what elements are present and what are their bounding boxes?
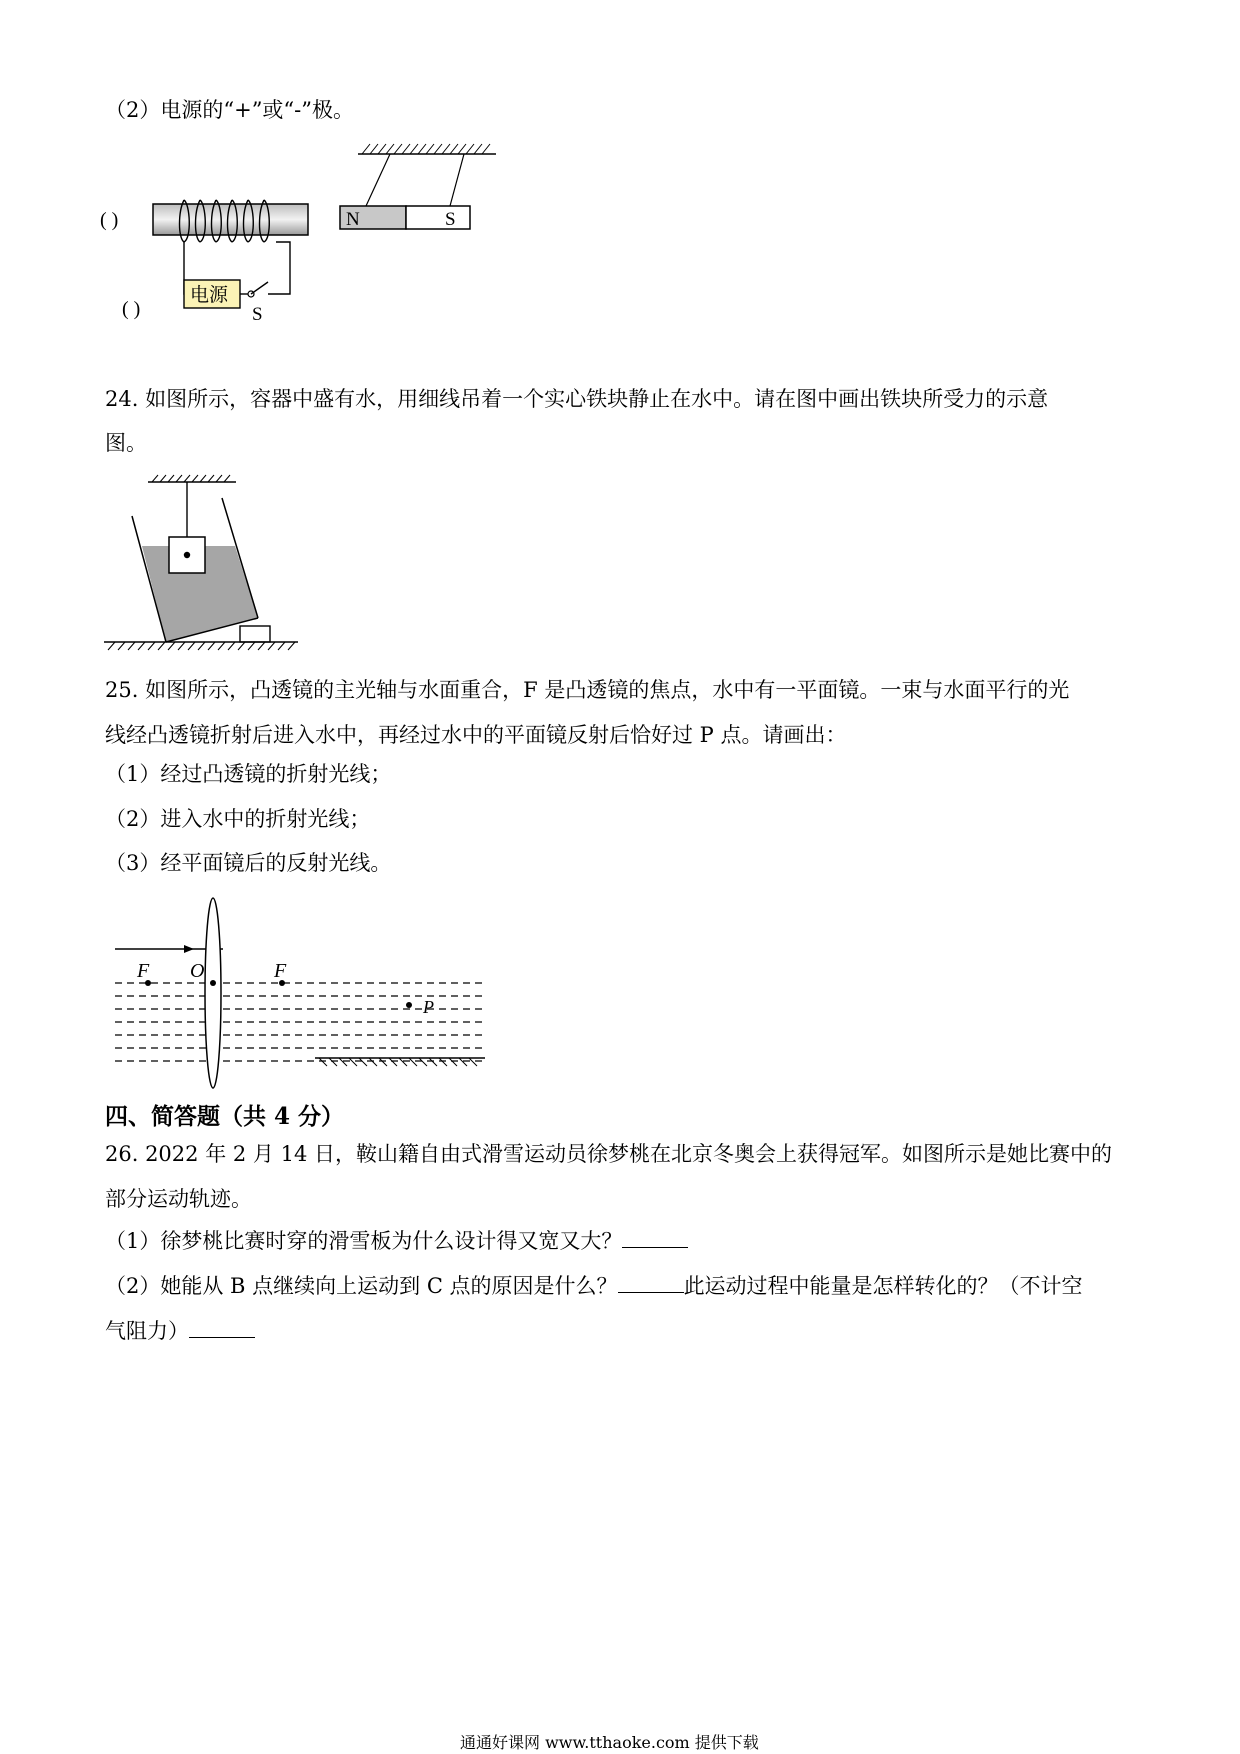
section-4-heading: 四、简答题（共 4 分）	[105, 1103, 345, 1130]
iron-core	[153, 204, 308, 235]
q26-item2-text-b: 此运动过程中能量是怎样转化的？（不计空	[683, 1274, 1083, 1298]
q25-line1: 25. 如图所示，凸透镜的主光轴与水面重合，F 是凸透镜的焦点，水中有一平面镜。一束与水面平行的光	[105, 678, 1070, 702]
q25-line2: 线经凸透镜折射后进入水中，再经过水中的平面镜反射后恰好过 P 点。请画出：	[105, 723, 847, 747]
focus-left-label: F	[137, 960, 150, 982]
water-surface-lines	[115, 983, 485, 1061]
left-string	[366, 154, 390, 206]
paren-bottom-blank: ( )	[122, 298, 141, 320]
q25-item3: （3）经平面镜后的反射光线。	[105, 851, 392, 875]
iron-block-center	[184, 552, 190, 558]
optical-center-label: O	[190, 960, 205, 982]
q26-line1: 26. 2022 年 2 月 14 日，鞍山籍自由式滑雪运动员徐梦桃在北京冬奥会上获得冠军。如图所示是她比赛中的	[105, 1142, 1112, 1166]
support-block	[240, 626, 270, 642]
electromagnet-figure	[100, 140, 540, 340]
lens-figure	[100, 895, 500, 1095]
magnet-s-label: S	[445, 209, 456, 230]
q25-item2: （2）进入水中的折射光线；	[105, 807, 371, 831]
point-p	[406, 1002, 412, 1008]
q25-item1: （1）经过凸透镜的折射光线；	[105, 762, 392, 786]
optical-center-point	[210, 980, 216, 986]
wire-right	[268, 242, 290, 294]
power-source-label: 电源	[190, 285, 229, 306]
q24-line1: 24. 如图所示，容器中盛有水，用细线吊着一个实心铁块静止在水中。请在图中画出铁块所受力的示意	[105, 387, 1049, 411]
switch-lever	[251, 282, 268, 294]
q24-line2: 图。	[105, 431, 147, 455]
q26-item1-text: （1）徐梦桃比赛时穿的滑雪板为什么设计得又宽又大？	[105, 1229, 623, 1253]
answer-blank-1[interactable]	[622, 1227, 688, 1248]
magnet-s-pole	[406, 206, 470, 229]
convex-lens	[205, 898, 221, 1088]
q26-item2-text-a: （2）她能从 B 点继续向上运动到 C 点的原因是什么？	[105, 1274, 618, 1298]
page-footer: 通通好课网 www.tthaoke.com 提供下载	[460, 1733, 759, 1752]
q26-item2-cont	[105, 1317, 255, 1345]
incident-ray-arrow	[184, 945, 194, 953]
q26-item2-text-c: 气阻力）	[105, 1319, 189, 1343]
q26-item1	[105, 1227, 688, 1255]
magnet-n-label: N	[346, 209, 360, 230]
paren-left-blank: ( )	[100, 209, 119, 231]
container-figure	[100, 470, 320, 660]
q26-line2: 部分运动轨迹。	[105, 1187, 252, 1211]
q26-item2	[105, 1272, 1083, 1300]
q23-part2-text: （2）电源的“+”或“-”极。	[105, 98, 354, 122]
answer-blank-2[interactable]	[618, 1272, 684, 1293]
switch-label: S	[252, 304, 263, 325]
right-string	[450, 154, 464, 206]
answer-blank-3[interactable]	[189, 1317, 255, 1338]
focus-right-label: F	[274, 960, 287, 982]
point-p-label: P	[423, 997, 434, 1017]
